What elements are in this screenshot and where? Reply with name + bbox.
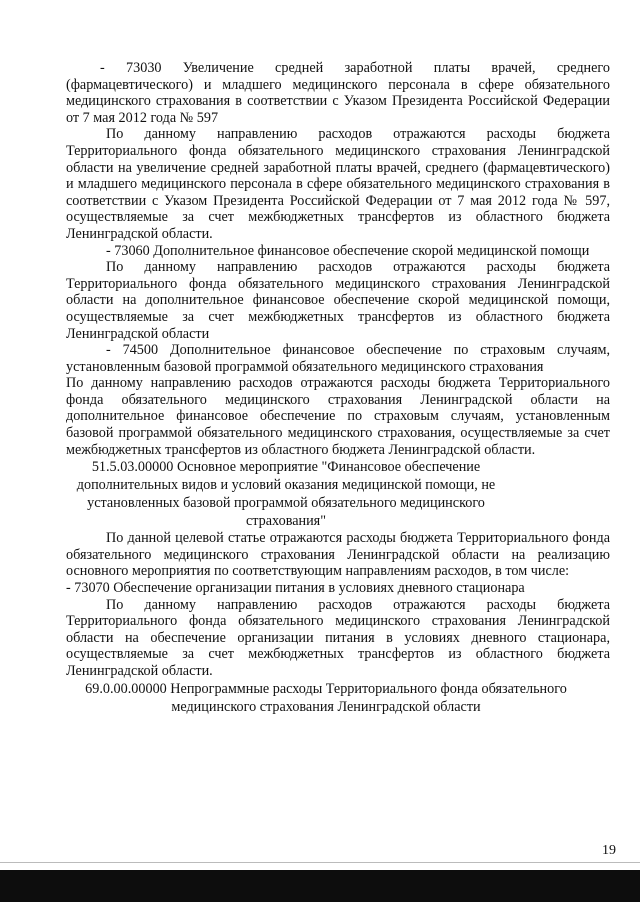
document-page bbox=[66, 60, 610, 716]
paragraph-73030-title: - 73030 Увеличение средней заработной платы врачей, среднего (фармацевтического) и младшего медицинского персонала в сфере обязательного медицинского страхования в соответствии с Указом Президента Российской Федерации от 7 мая 2012 года № 597 bbox=[66, 60, 610, 126]
paragraph-73030-description: По данному направлению расходов отражаются расходы бюджета Территориального фонда обязательного медицинского страхования Ленинградской области на увеличение средней заработной платы врачей, среднего (фармацевтического) и младшего медицинского персонала в сфере обязательного медицинского страхования в соответствии с Указом Президента Российской Федерации от 7 мая 2012 года № 597, осуществляемые за счет межбюджетных трансфертов из областного бюджета Ленинградской области. bbox=[66, 126, 610, 242]
paragraph-74500-title: - 74500 Дополнительное финансовое обеспечение по страховым случаям, установленным базовой программой обязательного медицинского страхования bbox=[66, 342, 610, 375]
paragraph-73060-title: - 73060 Дополнительное финансовое обеспечение скорой медицинской помощи bbox=[106, 242, 590, 259]
section-heading-69-0: 69.0.00.00000 Непрограммные расходы Территориального фонда обязательного медицинского страхования Ленинградской области bbox=[85, 680, 567, 715]
paragraph-section-intro: По данной целевой статье отражаются расходы бюджета Территориального фонда обязательного медицинского страхования Ленинградской области на реализацию основного мероприятия по соответствующим направлениям расходов, в том числе: bbox=[66, 530, 610, 580]
paragraph-74500-description: По данному направлению расходов отражаются расходы бюджета Территориального фонда обязательного медицинского страхования Ленинградской области на дополнительное финансовое обеспечение по страховым случаям, установленным базовой программой обязательного медицинского страхования, осуществляемые за счет межбюджетных трансфертов из областного бюджета Ленинградской области. bbox=[66, 375, 610, 458]
scan-bottom-edge bbox=[0, 870, 640, 902]
paragraph-73070-title: - 73070 Обеспечение организации питания в условиях дневного стационара bbox=[66, 580, 525, 597]
section-heading-51-5-03: 51.5.03.00000 Основное мероприятие "Финансовое обеспечение дополнительных видов и условий оказания медицинской помощи, не установленных базовой программой обязательного медицинского страхования" bbox=[76, 459, 496, 530]
paragraph-73070-description: По данному направлению расходов отражаются расходы бюджета Территориального фонда обязательного медицинского страхования Ленинградской области на обеспечение организации питания в условиях дневного стационара, осуществляемые за счет межбюджетных трансфертов из областного бюджета Ленинградской области. bbox=[66, 596, 610, 679]
page-number: 19 bbox=[602, 843, 616, 858]
paragraph-73060-description: По данному направлению расходов отражаются расходы бюджета Территориального фонда обязательного медицинского страхования Ленинградской области на дополнительное финансовое обеспечение скорой медицинской помощи, осуществляемые за счет межбюджетных трансфертов из областного бюджета Ленинградской области bbox=[66, 259, 610, 342]
scan-edge-line bbox=[0, 862, 640, 863]
